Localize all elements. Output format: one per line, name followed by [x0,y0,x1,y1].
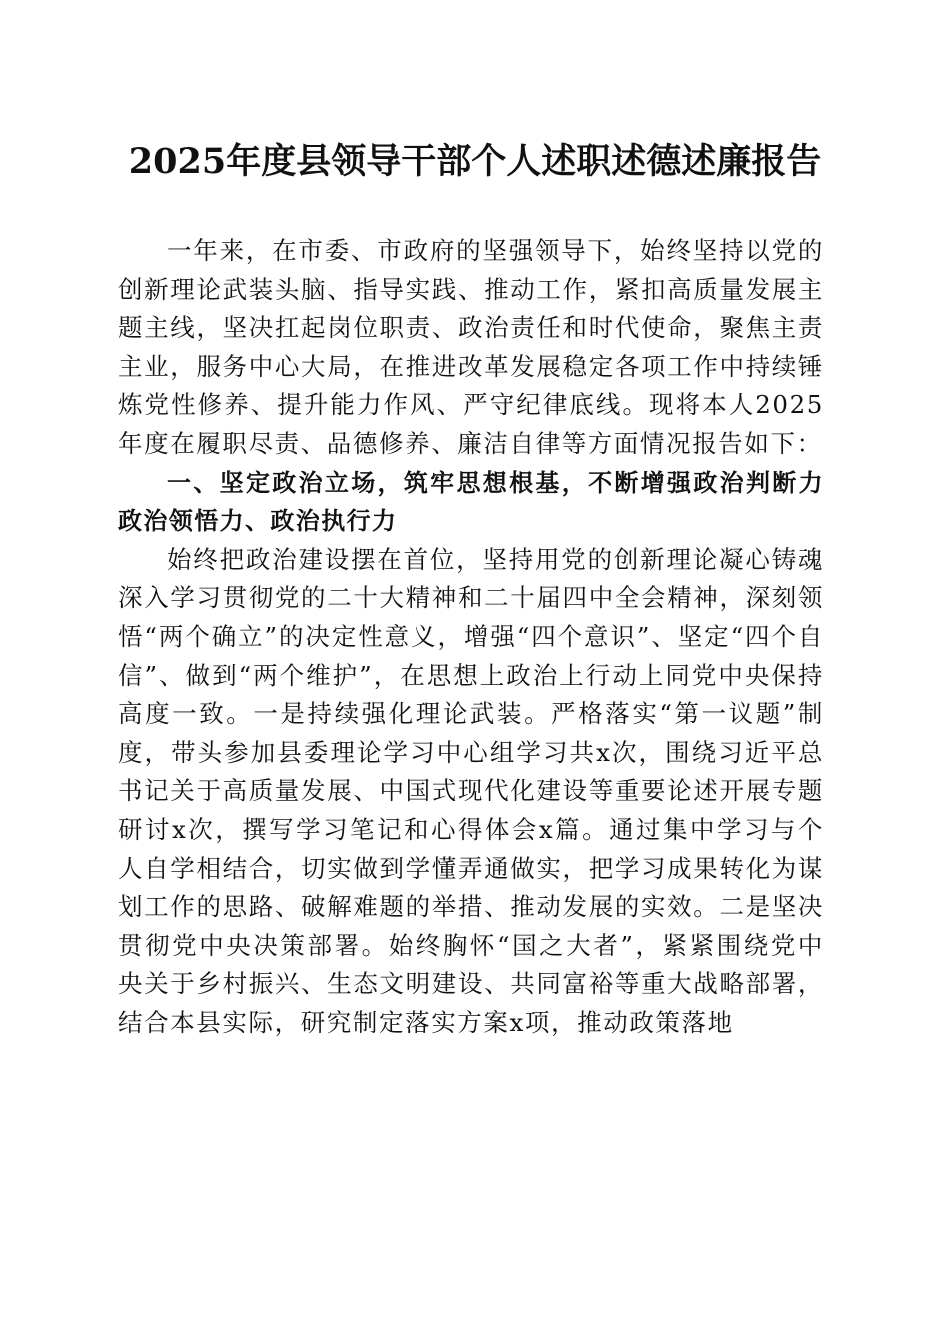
section-heading-1: 一、坚定政治立场，筑牢思想根基，不断增强政治判断力政治领悟力、政治执行力 [118,468,824,536]
intro-paragraph: 一年来，在市委、市政府的坚强领导下，始终坚持以党的创新理论武装头脑、指导实践、推动工作，紧扣高质量发展主题主线，坚决扛起岗位职责、政治责任和时代使命，聚焦主责主业，服务中心大局，在推进改革发展稳定各项工作中持续锤炼党性修养、提升能力作风、严守纪律底线。现将本人2025年度在履职尽责、品德修养、廉洁自律等方面情况报告如下： [118,236,824,458]
section-1-paragraph: 始终把政治建设摆在首位，坚持用党的创新理论凝心铸魂深入学习贯彻党的二十大精神和二十届四中全会精神，深刻领悟“两个确立”的决定性意义，增强“四个意识”、坚定“四个自信”、做到“两个维护”，在思想上政治上行动上同党中央保持高度一致。一是持续强化理论武装。严格落实“第一议题”制度，带头参加县委理论学习中心组学习共x次，围绕习近平总书记关于高质量发展、中国式现代化建设等重要论述开展专题研讨x次，撰写学习笔记和心得体会x篇。通过集中学习与个人自学相结合，切实做到学懂弄通做实，把学习成果转化为谋划工作的思路、破解难题的举措、推动发展的实效。二是坚决贯彻党中央决策部署。始终胸怀“国之大者”，紧紧围绕党中央关于乡村振兴、生态文明建设、共同富裕等重大战略部署，结合本县实际，研究制定落实方案x项，推动政策落地 [118,544,824,1037]
document-title: 2025年度县领导干部个人述职述德述廉报告 [128,141,822,182]
document-body [118,232,824,1042]
